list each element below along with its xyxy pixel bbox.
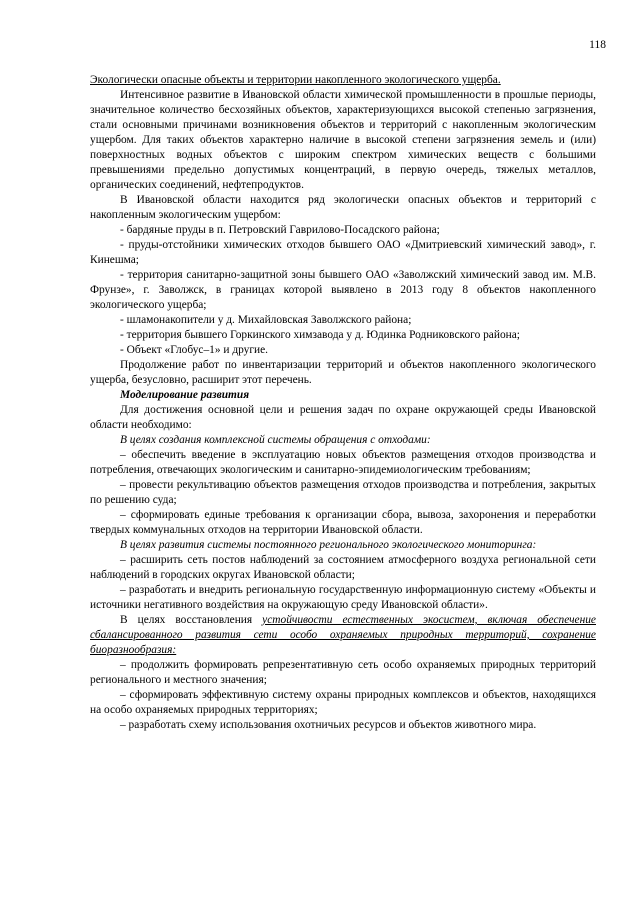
page-number: 118 <box>589 39 606 51</box>
ecosystems-intro: В целях восстановления <box>120 614 263 626</box>
section-heading-hazard: Экологически опасные объекты и территории накопленного экологического ущерба. <box>90 74 501 86</box>
list-item-ecosystems: – разработать схему использования охотничьих ресурсов и объектов животного мира. <box>120 719 537 731</box>
paragraph-goals: Для достижения основной цели и решения задач по охране окружающей среды Ивановской области необходимо: <box>90 404 596 431</box>
paragraph-hazard-list-intro: В Ивановской области находится ряд экологически опасных объектов и территорий с накопленным экологическим ущербом: <box>90 194 596 221</box>
list-item-ecosystems: – сформировать эффективную систему охраны природных комплексов и объектов, находящихся на особо охраняемых природных территориях; <box>90 689 596 716</box>
paragraph-inventory: Продолжение работ по инвентаризации территорий и объектов накопленного экологического ущерба, безусловно, расширит этот перечень. <box>90 359 596 386</box>
list-item-hazard: - территория санитарно-защитной зоны бывшего ОАО «Заволжский химический завод им. М.В. Фрунзе», г. Заволжск, в границах которой выявлено в 2013 году 8 объектов накопленного экологического ущерба; <box>90 269 596 311</box>
paragraph-intro: Интенсивное развитие в Ивановской области химической промышленности в прошлые периоды, значительное количество бесхозяйных объектов, характеризующихся высокой степенью загрязнения, стали основными причинами возникновения объектов и территорий с накопленным экологическим ущербом. Для таких объектов характерно наличие в высокой степени загрязнения земель и (или) поверхностных водных объектов с широким спектром химических веществ с большими превышениями предельно допустимых концентраций, в первую очередь, тяжелых металлов, органических соединений, нефтепродуктов. <box>90 89 596 191</box>
list-item-waste: – обеспечить введение в эксплуатацию новых объектов размещения отходов производства и потребления, отвечающих экологическим и санитарно-эпидемиологическим требованиям; <box>90 449 596 476</box>
list-item-monitoring: – разработать и внедрить региональную государственную информационную систему «Объекты и источники негативного воздействия на окружающую среду Ивановской области». <box>90 584 596 611</box>
subheading-waste: В целях создания комплексной системы обращения с отходами: <box>120 434 431 446</box>
section-heading-modeling: Моделирование развития <box>120 389 250 401</box>
list-item-hazard: - пруды-отстойники химических отходов бывшего ОАО «Дмитриевский химический завод», г. Кинешма; <box>90 239 596 266</box>
list-item-hazard: - шламонакопители у д. Михайловская Заволжского района; <box>120 314 412 326</box>
list-item-waste: – сформировать единые требования к организации сбора, вывоза, захоронения и переработки твердых коммунальных отходов на территории Ивановской области. <box>90 509 596 536</box>
list-item-hazard: - бардяные пруды в п. Петровский Гаврилово-Посадского района; <box>120 224 440 236</box>
subheading-monitoring: В целях развития системы постоянного регионального экологического мониторинга: <box>120 539 537 551</box>
list-item-waste: – провести рекультивацию объектов размещения отходов производства и потребления, закрытых по решению суда; <box>90 479 596 506</box>
ecosystems-heading: устойчивости естественных экосистем, включая обеспечение сбалансированного развития сети особо охраняемых природных территорий, сохранение биоразнообразия: <box>90 614 596 656</box>
list-item-hazard: - территория бывшего Горкинского химзавода у д. Юдинка Родниковского района; <box>120 329 520 341</box>
list-item-hazard: - Объект «Глобус–1» и другие. <box>120 344 269 356</box>
subheading-ecosystems <box>90 613 596 658</box>
list-item-monitoring: – расширить сеть постов наблюдений за состоянием атмосферного воздуха региональной сети наблюдений в городских округах Ивановской области; <box>90 554 596 581</box>
list-item-ecosystems: – продолжить формировать репрезентативную сеть особо охраняемых природных территорий регионального и местного значения; <box>90 659 596 686</box>
page-content <box>90 73 596 733</box>
